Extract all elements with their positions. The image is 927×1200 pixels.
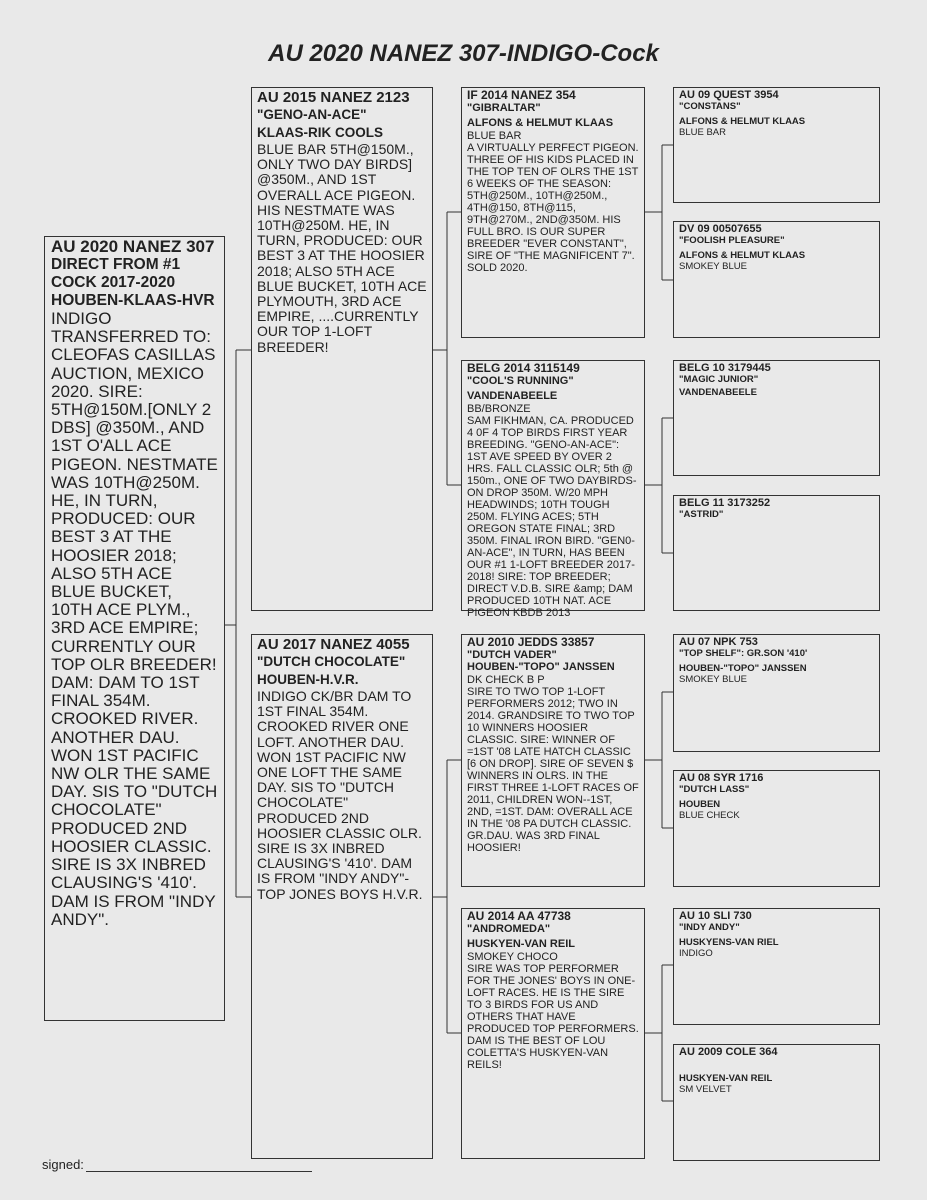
great-grandparent-card [673, 634, 880, 752]
grandparent-card [461, 908, 645, 1159]
great-grandparent-name: "CONSTANS" [679, 101, 741, 112]
great-grandparent-breeder: HOUBEN [679, 799, 721, 810]
grandparent-breeder: ALFONS & HELMUT KLAAS [467, 117, 614, 129]
grandparent-card [461, 87, 645, 338]
dam-breeder: HOUBEN-H.V.R. [257, 672, 359, 687]
great-grandparent-card [673, 770, 880, 887]
great-grandparent-name: "INDY ANDY" [679, 922, 740, 933]
subject-breeder: DIRECT FROM #1 COCK 2017-2020 HOUBEN-KLAAS-HVR [51, 256, 215, 309]
great-grandparent-name: "DUTCH LASS" [679, 784, 750, 795]
great-grandparent-band-id: BELG 10 3179445 [679, 362, 771, 374]
subject-card [44, 236, 225, 1021]
subject-band-id: AU 2020 NANEZ 307 [51, 237, 215, 256]
great-grandparent-card [673, 87, 880, 203]
grandparent-breeder: HOUBEN-"TOPO" JANSSEN [467, 661, 615, 673]
grandparent-card [461, 634, 645, 887]
great-grandparent-band-id: AU 08 SYR 1716 [679, 772, 764, 784]
sire-card [251, 87, 433, 611]
great-grandparent-band-id: AU 09 QUEST 3954 [679, 89, 779, 101]
great-grandparent-band-id: BELG 11 3173252 [679, 497, 771, 509]
subject-notes: INDIGO TRANSFERRED TO: CLEOFAS CASILLAS AUCTION, MEXICO 2020. SIRE: 5TH@150M.[ONLY 2 DBS] @350M., AND 1ST O'ALL ACE PIGEON. NESTMATE WAS 10TH@250M. HE, IN TURN, PRODUCED: OUR BEST 3 AT THE HOOSIER 2018; ALSO 5TH ACE BLUE BUCKET, 10TH ACE PLYM., 3RD ACE EMPIRE; CURRENTLY OUR TOP OLR BREEDER! DAM: DAM TO 1ST FINAL 354M. CROOKED RIVER. ANOTHER DAU. WON 1ST PACIFIC NW OLR THE SAME DAY. SIS TO "DUTCH CHOCOLATE" PRODUCED 2ND HOOSIER CLASSIC. SIRE IS 3X INBRED CLAUSING'S '410'. DAM IS FROM "INDY ANDY". [51, 309, 218, 929]
great-grandparent-color: SMOKEY BLUE [679, 674, 747, 685]
grandparent-notes: BB/BRONZE SAM FIKHMAN, CA. PRODUCED 4 0F 4 TOP BIRDS FIRST YEAR BREEDING. "GENO-AN-ACE": 1ST AVE SPEED BY OVER 2 HRS. FALL CLASSIC OLR; 5th @ 150m., ONE OF TWO DAYBIRDS- ON DROP 350M. W/20 MPH HEADWINDS; 10TH TOUGH 250M. FLYING ACES; 5TH OREGON STATE FINAL; 3RD 350M. FINAL IRON BIRD. "GEN0-AN-ACE", IN TURN, HAS BEEN OUR #1 1-LOFT BREEDER 2017-2018! SIRE: TOP BREEDER; DIRECT V.D.B. SIRE &amp; DAM PRODUCED 10TH NAT. ACE PIGEON KBDB 2013 [467, 403, 637, 619]
grandparent-name: "GIBRALTAR" [467, 102, 541, 114]
grandparent-name: "COOL'S RUNNING" [467, 375, 574, 387]
grandparent-band-id: IF 2014 NANEZ 354 [467, 88, 576, 102]
page-title: AU 2020 NANEZ 307-INDIGO-Cock [268, 40, 659, 67]
dam-band-id: AU 2017 NANEZ 4055 [257, 636, 410, 653]
grandparent-notes: BLUE BAR A VIRTUALLY PERFECT PIGEON. THREE OF HIS KIDS PLACED IN THE TOP TEN OF OLRS THE 1ST 6 WEEKS OF THE SEASON: 5TH@250M., 10TH@250M., 4TH@150, 8TH@115, 9TH@270M., 2ND@350M. HIS FULL BRO. IS OUR SUPER BREEDER "EVER CONSTANT", SIRE OF "THE MAGNIFICENT 7". SOLD 2020. [467, 130, 639, 274]
great-grandparent-band-id: AU 2009 COLE 364 [679, 1046, 778, 1058]
dam-name: "DUTCH CHOCOLATE" [257, 654, 406, 669]
great-grandparent-color: SM VELVET [679, 1084, 732, 1095]
grandparent-breeder: VANDENABEELE [467, 390, 558, 402]
grandparent-notes: DK CHECK B P SIRE TO TWO TOP 1-LOFT PERFORMERS 2012; TWO IN 2014. GRANDSIRE TO TWO TOP 10 WINNERS HOOSIER CLASSIC. SIRE: WINNER OF =1ST '08 LATE HATCH CLASSIC [6 ON DROP]. SIRE OF SEVEN $ WINNERS IN OLRS. IN THE FIRST THREE 1-LOFT RACES OF 2011, CHILDREN WON--1ST, 2ND, =1ST. DAM: OVERALL ACE IN THE '08 PA DUTCH CLASSIC. GR.DAU. WAS 3RD FINAL HOOSIER! [467, 674, 639, 854]
grandparent-notes: SMOKEY CHOCO SIRE WAS TOP PERFORMER FOR THE JONES' BOYS IN ONE-LOFT RACES. HE IS THE SIRE TO 3 BIRDS FOR US AND OTHERS THAT HAVE PRODUCED TOP PERFORMERS. DAM IS THE BEST OF LOU COLETTA'S HUSKYEN-VAN REILS! [467, 951, 639, 1071]
dam-card [251, 634, 433, 1159]
great-grandparent-color: BLUE BAR [679, 127, 726, 138]
signed-label: signed: [42, 1157, 84, 1172]
great-grandparent-breeder: VANDENABEELE [679, 387, 757, 398]
great-grandparent-name: "MAGIC JUNIOR" [679, 374, 759, 385]
great-grandparent-card [673, 908, 880, 1025]
great-grandparent-breeder: ALFONS & HELMUT KLAAS [679, 250, 806, 261]
great-grandparent-card [673, 1044, 880, 1161]
signature-line [42, 1157, 312, 1172]
grandparent-band-id: AU 2010 JEDDS 33857 [467, 635, 595, 649]
grandparent-breeder: HUSKYEN-VAN REIL [467, 938, 575, 950]
dam-notes: INDIGO CK/BR DAM TO 1ST FINAL 354M. CROOKED RIVER ONE LOFT. ANOTHER DAU. WON 1ST PACIFIC NW ONE LOFT THE SAME DAY. SIS TO "DUTCH CHOCOLATE" PRODUCED 2ND HOOSIER CLASSIC OLR. SIRE IS 3X INBRED CLAUSING'S '410'. DAM IS FROM "INDY ANDY"-TOP JONES BOYS H.V.R. [257, 688, 423, 902]
great-grandparent-breeder: HUSKYENS-VAN RIEL [679, 937, 779, 948]
great-grandparent-color: SMOKEY BLUE [679, 261, 747, 272]
sire-breeder: KLAAS-RIK COOLS [257, 125, 383, 140]
signature-blank [86, 1159, 312, 1172]
great-grandparent-band-id: AU 07 NPK 753 [679, 636, 758, 648]
great-grandparent-card [673, 360, 880, 476]
great-grandparent-name: "TOP SHELF": GR.SON '410' [679, 648, 808, 659]
great-grandparent-color: BLUE CHECK [679, 810, 740, 821]
great-grandparent-breeder: HUSKYEN-VAN REIL [679, 1073, 773, 1084]
sire-band-id: AU 2015 NANEZ 2123 [257, 89, 410, 106]
great-grandparent-name: "FOOLISH PLEASURE" [679, 235, 785, 246]
sire-name: "GENO-AN-ACE" [257, 107, 367, 122]
grandparent-name: "ANDROMEDA" [467, 923, 551, 935]
grandparent-card [461, 360, 645, 619]
sire-notes: BLUE BAR 5TH@150M., ONLY TWO DAY BIRDS] @350M., AND 1ST OVERALL ACE PIGEON. HIS NESTMATE WAS 10TH@250M. HE, IN TURN, PRODUCED: OUR BEST 3 AT THE HOOSIER 2018; ALSO 5TH ACE BLUE BUCKET, 10TH ACE PLYMOUTH, 3RD ACE EMPIRE, ....CURRENTLY OUR TOP 1-LOFT BREEDER! [257, 141, 427, 355]
great-grandparent-breeder: ALFONS & HELMUT KLAAS [679, 116, 806, 127]
great-grandparent-breeder: HOUBEN-"TOPO" JANSSEN [679, 663, 807, 674]
great-grandparent-band-id: DV 09 00507655 [679, 223, 762, 235]
great-grandparent-band-id: AU 10 SLI 730 [679, 910, 752, 922]
great-grandparent-color: INDIGO [679, 948, 713, 959]
great-grandparent-name: "ASTRID" [679, 509, 724, 520]
grandparent-name: "DUTCH VADER" [467, 649, 557, 661]
great-grandparent-name [679, 1058, 874, 1069]
great-grandparent-card [673, 495, 880, 611]
grandparent-band-id: BELG 2014 3115149 [467, 361, 580, 375]
grandparent-band-id: AU 2014 AA 47738 [467, 909, 571, 923]
great-grandparent-card [673, 221, 880, 338]
